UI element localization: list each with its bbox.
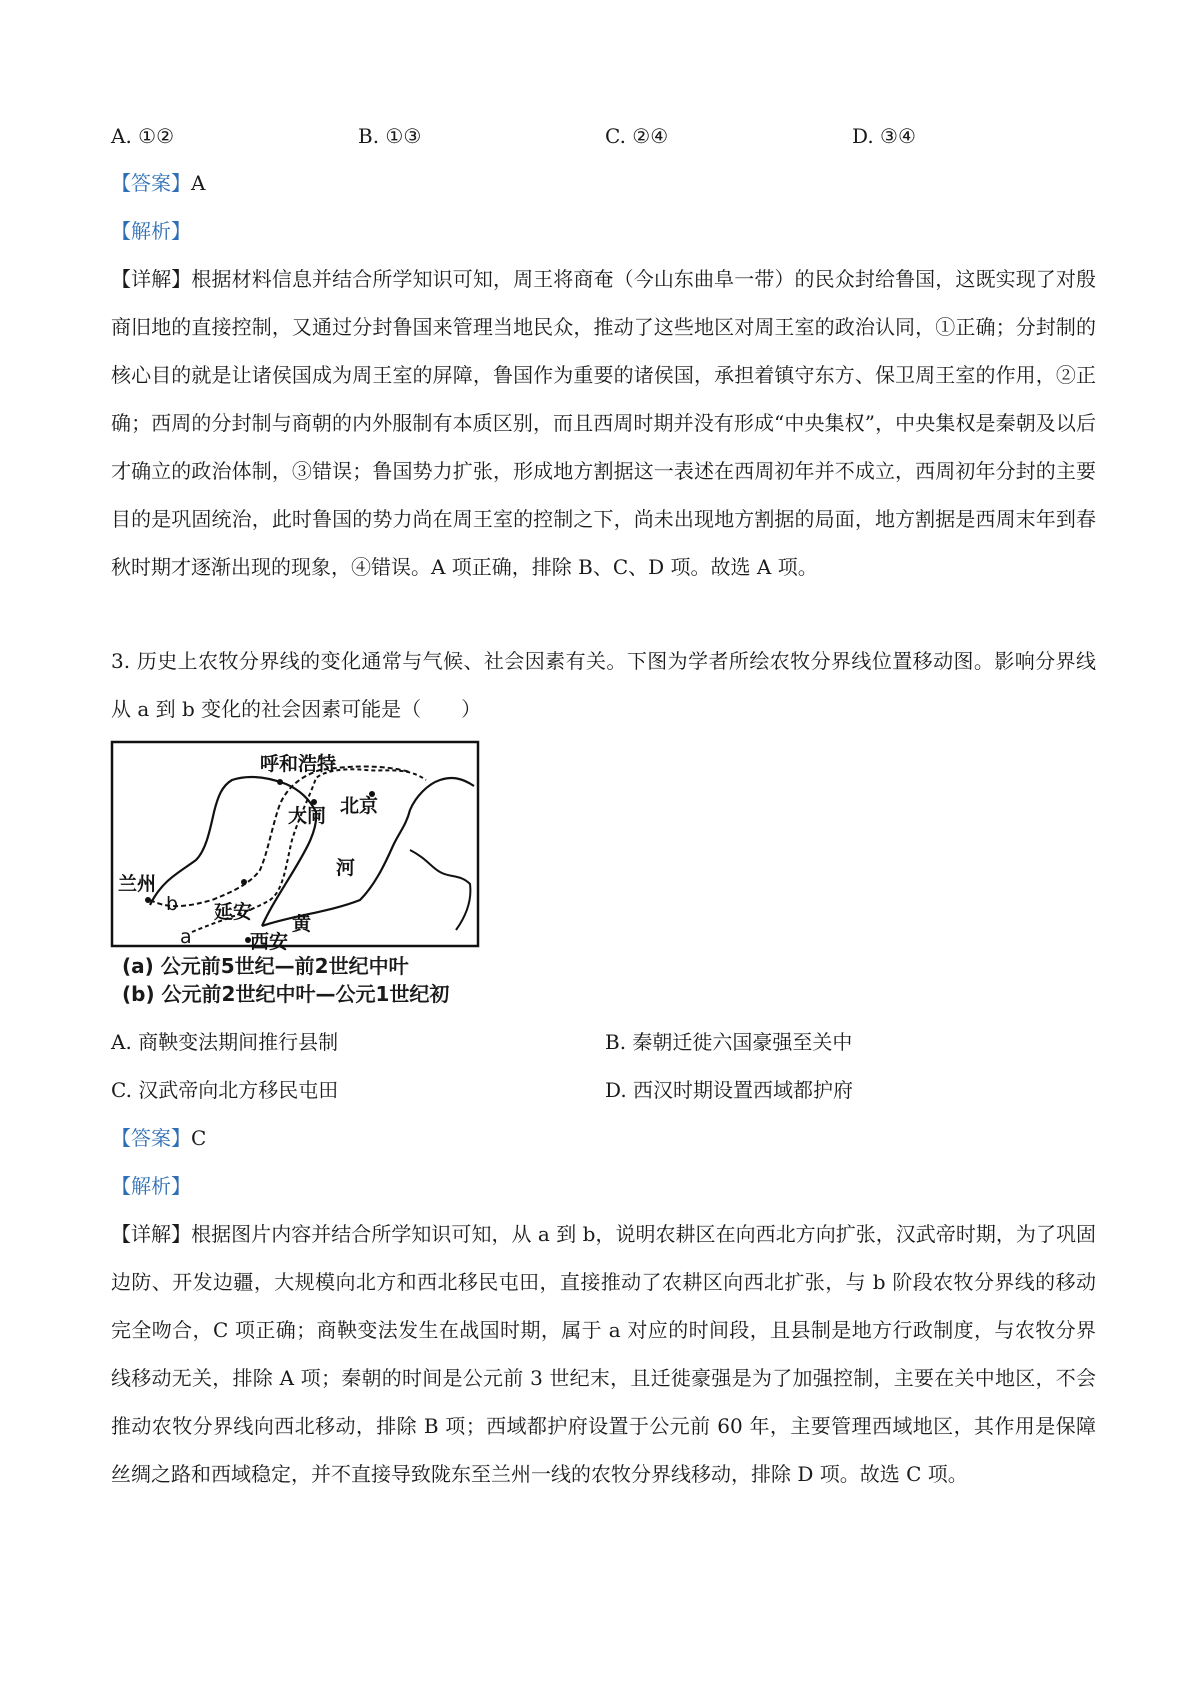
label-datong: 大同 [288, 805, 327, 827]
q3-answer-line [111, 1126, 206, 1150]
prev-option-a: A. ①② [111, 124, 175, 148]
detail-tag: 【详解】 [111, 1222, 192, 1246]
boundary-map-figure [110, 740, 482, 952]
prev-option-c: C. ②④ [605, 124, 669, 148]
answer-value: C [191, 1126, 207, 1150]
label-yanan: 延安 [214, 901, 253, 923]
label-a: a [180, 926, 192, 948]
question-3-stem [111, 637, 1096, 733]
label-lanzhou: 兰州 [118, 873, 157, 895]
label-hohhot: 呼和浩特 [260, 753, 337, 775]
label-river: 河 [336, 857, 356, 879]
q3-option-a: A. 商鞅变法期间推行县制 [111, 1030, 339, 1054]
label-xian: 西安 [250, 931, 289, 952]
q3-option-c: C. 汉武帝向北方移民屯田 [111, 1078, 339, 1102]
prev-option-d: D. ③④ [852, 124, 916, 148]
q3-analysis-tag: 【解析】 [111, 1174, 191, 1198]
prev-analysis-tag: 【解析】 [111, 219, 191, 243]
q3-detail-paragraph [111, 1210, 1096, 1498]
label-b: b [166, 893, 179, 915]
prev-answer-line [111, 171, 205, 195]
label-beijing: 北京 [340, 795, 379, 817]
answer-value: A [191, 171, 206, 195]
yanan-dot [241, 879, 247, 885]
label-yellow: 黄 [292, 913, 312, 935]
q3-option-b: B. 秦朝迁徙六国豪强至关中 [605, 1030, 853, 1054]
answer-tag: 【答案】 [111, 1126, 191, 1150]
question-3-stem-text: 3. 历史上农牧分界线的变化通常与气候、社会因素有关。下图为学者所绘农牧分界线位置移动图。影响分界线从 a 到 b 变化的社会因素可能是（ ） [111, 649, 1096, 721]
detail-tag: 【详解】 [111, 267, 192, 291]
answer-tag: 【答案】 [111, 171, 191, 195]
detail-text: 根据材料信息并结合所学知识可知，周王将商奄（今山东曲阜一带）的民众封给鲁国，这既实现了对殷商旧地的直接控制，又通过分封鲁国来管理当地民众，推动了这些地区对周王室的政治认同，①正确；分封制的核心目的就是让诸侯国成为周王室的屏障，鲁国作为重要的诸侯国，承担着镇守东方、保卫周王室的作用，②正确；西周的分封制与商朝的内外服制有本质区别，而且西周时期并没有形成“中央集权”，中央集权是秦朝及以后才确立的政治体制，③错误；鲁国势力扩张，形成地方割据这一表述在西周初年并不成立，西周初年分封的主要目的是巩固统治，此时鲁国的势力尚在周王室的控制之下，尚未出现地方割据的局面，地方割据是西周末年到春秋时期才逐渐出现的现象，④错误。A 项正确，排除 B、C、D 项。故选 A 项。 [111, 267, 1097, 579]
q3-option-d: D. 西汉时期设置西域都护府 [605, 1078, 854, 1102]
prev-detail-paragraph [111, 255, 1096, 591]
hohhot-dot [277, 779, 283, 785]
map-legend-a: (a) 公元前5世纪—前2世纪中叶 [122, 954, 409, 978]
prev-option-b: B. ①③ [358, 124, 422, 148]
lanzhou-dot [145, 897, 151, 903]
map-legend-b: (b) 公元前2世纪中叶—公元1世纪初 [122, 982, 450, 1006]
detail-text: 根据图片内容并结合所学知识可知，从 a 到 b，说明农耕区在向西北方向扩张，汉武帝时期，为了巩固边防、开发边疆，大规模向北方和西北移民屯田，直接推动了农耕区向西北扩张，与 b 阶段农牧分界线的移动完全吻合，C 项正确；商鞅变法发生在战国时期，属于 a 对应的时间段，且县制是地方行政制度，与农牧分界线移动无关，排除 A 项；秦朝的时间是公元前 3 世纪末，且迁徙豪强是为了加强控制，主要在关中地区，不会推动农牧分界线向西北移动，排除 B 项；西域都护府设置于公元前 60 年，主要管理西域地区，其作用是保障丝绸之路和西域稳定，并不直接导致陇东至兰州一线的农牧分界线移动，排除 D 项。故选 C 项。 [111, 1222, 1097, 1486]
